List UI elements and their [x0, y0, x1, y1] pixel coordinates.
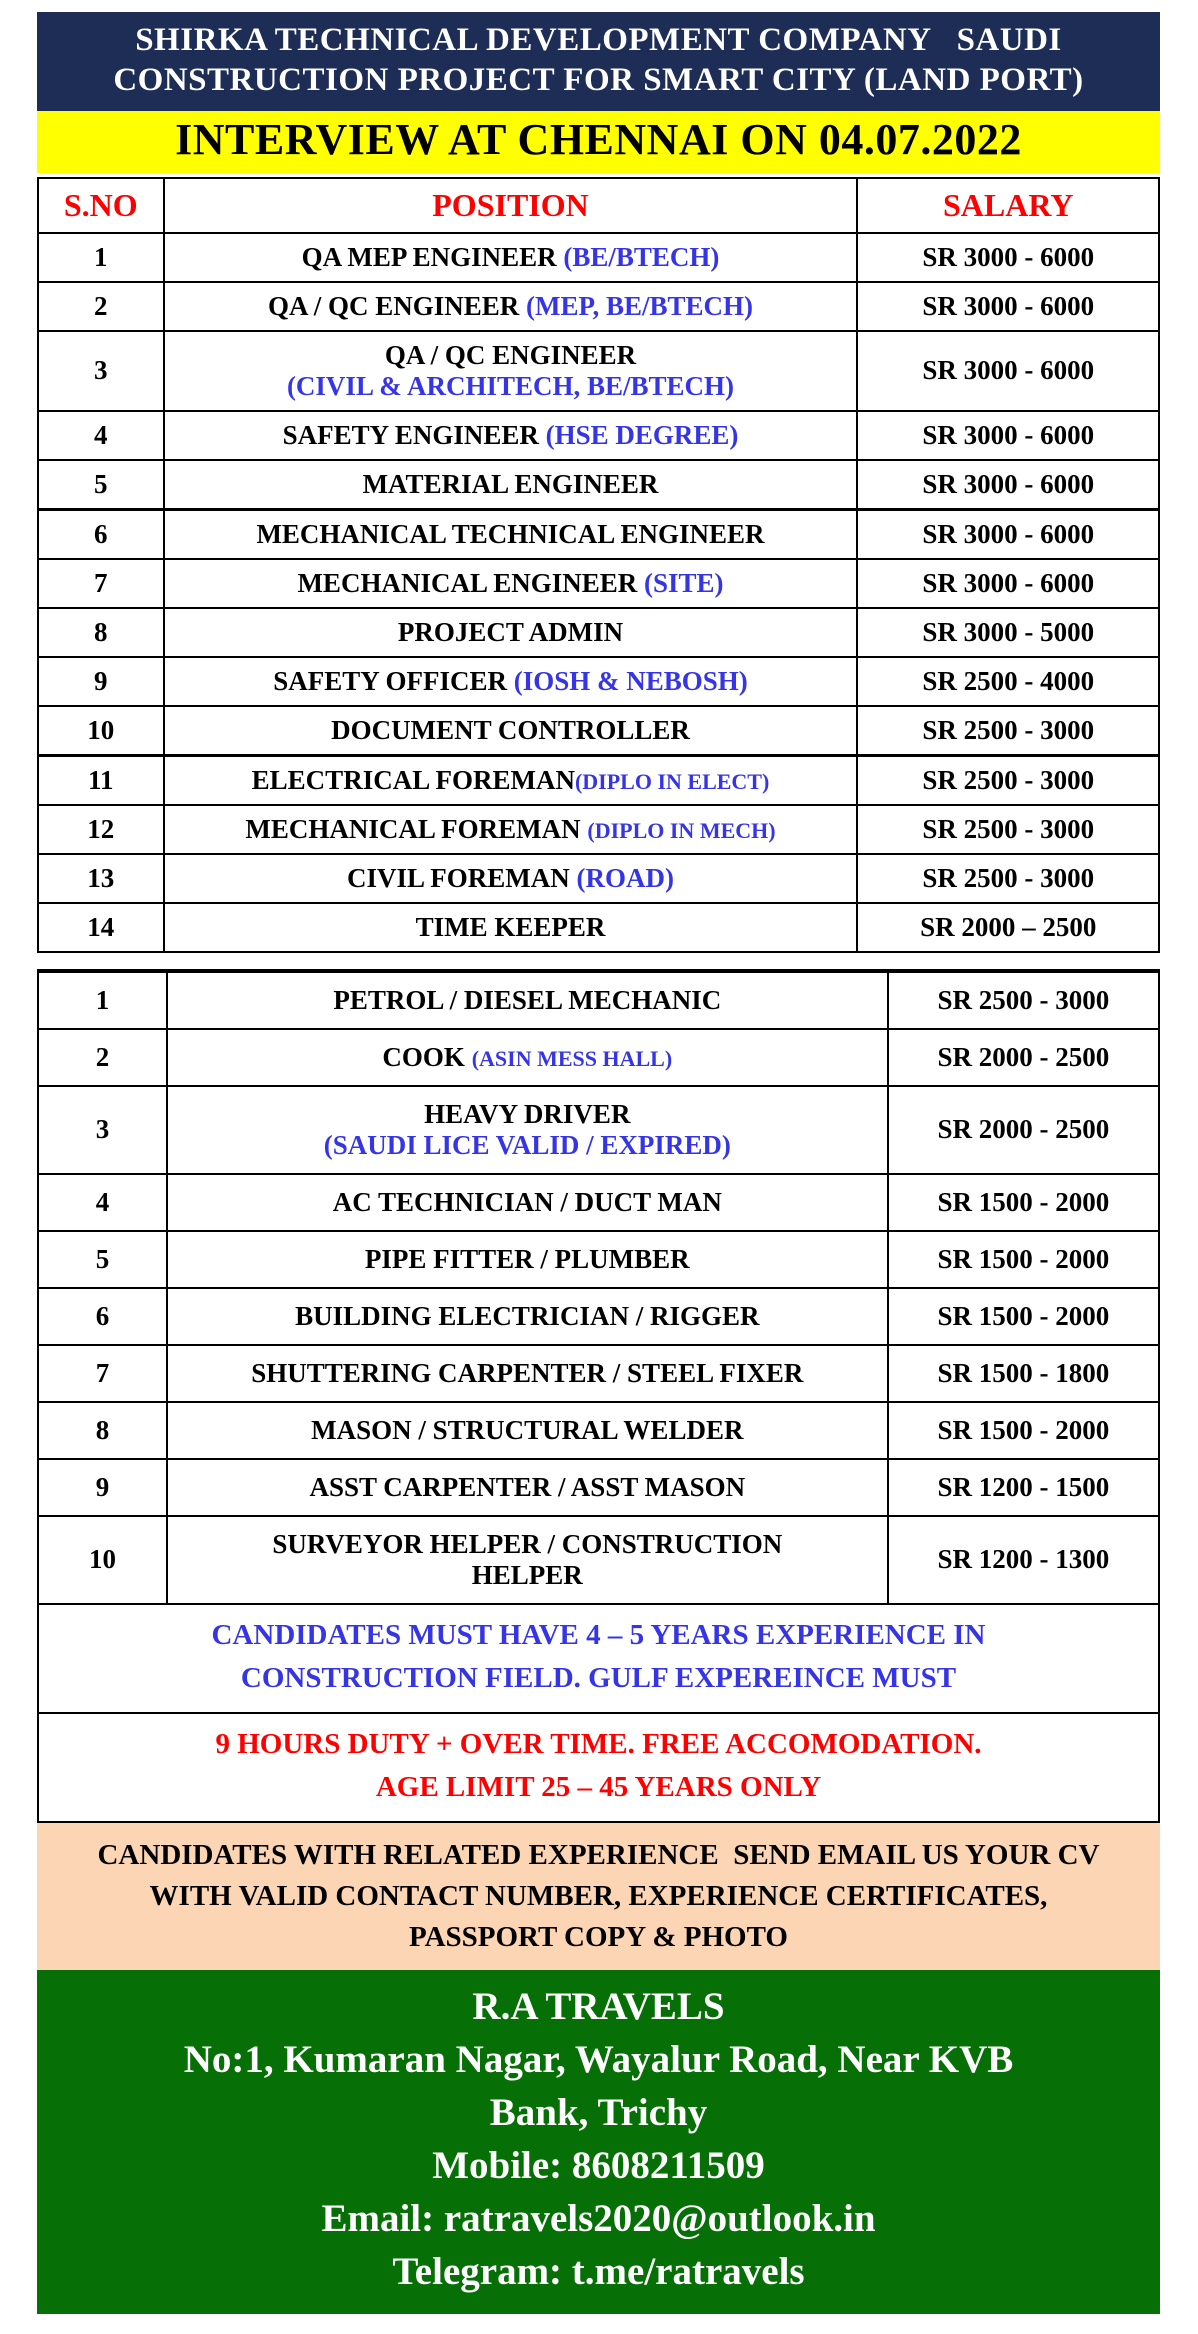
position-qualification: (IOSH & NEBOSH): [513, 665, 748, 696]
footer-line: No:1, Kumaran Nagar, Wayalur Road, Near KVB: [183, 2038, 1014, 2082]
table-row: [38, 1402, 1159, 1459]
position-title: ASST CARPENTER / ASST MASON: [309, 1471, 746, 1502]
position-qualification: (ROAD): [576, 862, 674, 893]
row-sno: 10: [38, 1516, 167, 1604]
position-title: BUILDING ELECTRICIAN / RIGGER: [295, 1300, 760, 1331]
apply-line: PASSPORT COPY & PHOTO: [409, 1920, 788, 1953]
row-sno: 12: [38, 805, 164, 854]
footer-line: Telegram: t.me/ratravels: [392, 2250, 805, 2294]
position-title: PIPE FITTER / PLUMBER: [364, 1243, 690, 1274]
row-sno: 7: [38, 559, 164, 608]
position-title: SAFETY ENGINEER: [282, 419, 546, 450]
row-position: [164, 233, 858, 282]
position-title: HELPER: [471, 1559, 583, 1590]
position-title: ELECTRICAL FOREMAN: [251, 764, 575, 795]
table-row: [38, 509, 1159, 559]
row-sno: 11: [38, 755, 164, 805]
row-salary: SR 3000 - 5000: [857, 608, 1159, 657]
row-position: [167, 1288, 888, 1345]
row-position: [164, 460, 858, 510]
col-header-salary: SALARY: [857, 178, 1159, 233]
position-title: TIME KEEPER: [415, 911, 606, 942]
col-header-sno: S.NO: [38, 178, 164, 233]
position-title: PETROL / DIESEL MECHANIC: [333, 984, 722, 1015]
table-row: [38, 608, 1159, 657]
row-salary: SR 1500 - 1800: [888, 1345, 1159, 1402]
table-row: [38, 971, 1159, 1029]
table-row: [38, 411, 1159, 460]
row-salary: SR 3000 - 6000: [857, 233, 1159, 282]
row-salary: SR 1500 - 2000: [888, 1174, 1159, 1231]
row-sno: 3: [38, 331, 164, 411]
footer-line: R.A TRAVELS: [472, 1985, 725, 2029]
position-title: SURVEYOR HELPER / CONSTRUCTION: [272, 1528, 783, 1559]
row-sno: 14: [38, 903, 164, 952]
row-sno: 5: [38, 460, 164, 510]
row-position: [164, 706, 858, 756]
position-qualification: (MEP, BE/BTECH): [525, 290, 754, 321]
row-position: [164, 559, 858, 608]
row-salary: SR 2500 - 4000: [857, 657, 1159, 706]
row-sno: 5: [38, 1231, 167, 1288]
table-row: [38, 1459, 1159, 1516]
row-salary: SR 1200 - 1300: [888, 1516, 1159, 1604]
row-position: [167, 971, 888, 1029]
row-sno: 7: [38, 1345, 167, 1402]
row-sno: 13: [38, 854, 164, 903]
position-title: MECHANICAL TECHNICAL ENGINEER: [256, 518, 765, 549]
worker-positions-table: [37, 969, 1160, 1605]
position-title: SHUTTERING CARPENTER / STEEL FIXER: [251, 1357, 804, 1388]
table-row: [38, 805, 1159, 854]
row-sno: 1: [38, 971, 167, 1029]
position-title: MASON / STRUCTURAL WELDER: [311, 1414, 744, 1445]
table-row: [38, 331, 1159, 411]
position-qualification: (BE/BTECH): [563, 241, 720, 272]
row-sno: 9: [38, 657, 164, 706]
position-qualification: (DIPLO IN ELECT): [574, 768, 770, 794]
row-sno: 6: [38, 509, 164, 559]
row-position: [164, 854, 858, 903]
position-title: COOK: [382, 1041, 472, 1072]
row-salary: SR 1500 - 2000: [888, 1402, 1159, 1459]
position-title: DOCUMENT CONTROLLER: [331, 714, 690, 745]
position-title: QA / QC ENGINEER: [384, 339, 637, 370]
position-title: AC TECHNICIAN / DUCT MAN: [332, 1186, 722, 1217]
row-position: [164, 903, 858, 952]
table-row: [38, 1029, 1159, 1086]
row-position: [167, 1086, 888, 1174]
position-title: QA / QC ENGINEER: [267, 290, 526, 321]
note-line: CANDIDATES MUST HAVE 4 – 5 YEARS EXPERIENCE IN: [211, 1618, 986, 1651]
row-sno: 4: [38, 411, 164, 460]
row-position: [167, 1345, 888, 1402]
position-qualification: (SITE): [644, 567, 724, 598]
row-salary: SR 3000 - 6000: [857, 559, 1159, 608]
table-header-row: [38, 178, 1159, 233]
row-salary: SR 3000 - 6000: [857, 282, 1159, 331]
row-sno: 6: [38, 1288, 167, 1345]
row-position: [164, 411, 858, 460]
row-sno: 9: [38, 1459, 167, 1516]
row-position: [164, 657, 858, 706]
row-position: [167, 1516, 888, 1604]
experience-note: [37, 1605, 1160, 1714]
row-salary: SR 1200 - 1500: [888, 1459, 1159, 1516]
row-salary: SR 2000 - 2500: [888, 1086, 1159, 1174]
table-row: [38, 657, 1159, 706]
row-salary: SR 2000 – 2500: [857, 903, 1159, 952]
position-qualification: (SAUDI LICE VALID / EXPIRED): [323, 1129, 731, 1160]
row-salary: SR 2000 - 2500: [888, 1029, 1159, 1086]
position-title: CIVIL FOREMAN: [346, 862, 577, 893]
row-sno: 8: [38, 608, 164, 657]
row-salary: SR 1500 - 2000: [888, 1288, 1159, 1345]
apply-instructions: [37, 1823, 1160, 1971]
position-title: MECHANICAL ENGINEER: [297, 567, 644, 598]
table-row: [38, 1288, 1159, 1345]
table-row: [38, 282, 1159, 331]
note-line: 9 HOURS DUTY + OVER TIME. FREE ACCOMODATION.: [215, 1727, 982, 1760]
row-position: [164, 608, 858, 657]
table-row: [38, 1174, 1159, 1231]
row-sno: 10: [38, 706, 164, 756]
row-sno: 3: [38, 1086, 167, 1174]
company-name: SHIRKA TECHNICAL DEVELOPMENT COMPANY SAUDI: [135, 22, 1062, 58]
note-line: AGE LIMIT 25 – 45 YEARS ONLY: [375, 1771, 822, 1803]
position-title: HEAVY DRIVER: [424, 1098, 631, 1129]
position-title: MECHANICAL FOREMAN: [245, 813, 588, 844]
row-salary: SR 3000 - 6000: [857, 411, 1159, 460]
table-row: [38, 1231, 1159, 1288]
row-position: [164, 331, 858, 411]
row-sno: 1: [38, 233, 164, 282]
table-row: [38, 903, 1159, 952]
position-title: QA MEP ENGINEER: [301, 241, 564, 272]
position-qualification: (CIVIL & ARCHITECH, BE/BTECH): [286, 370, 735, 401]
apply-line: CANDIDATES WITH RELATED EXPERIENCE SEND EMAIL US YOUR CV: [97, 1838, 1100, 1871]
agency-footer: [37, 1970, 1160, 2314]
row-position: [164, 755, 858, 805]
position-qualification: (ASIN MESS HALL): [471, 1045, 673, 1071]
table-row: [38, 1086, 1159, 1174]
table-row: [38, 1516, 1159, 1604]
table-row: [38, 854, 1159, 903]
row-position: [167, 1231, 888, 1288]
row-salary: SR 3000 - 6000: [857, 331, 1159, 411]
position-qualification: (DIPLO IN MECH): [587, 817, 776, 843]
position-title: SAFETY OFFICER: [273, 665, 514, 696]
table-row: [38, 706, 1159, 756]
row-salary: SR 1500 - 2000: [888, 1231, 1159, 1288]
row-position: [167, 1174, 888, 1231]
footer-line: Mobile: 8608211509: [432, 2144, 765, 2188]
row-sno: 8: [38, 1402, 167, 1459]
table-row: [38, 1345, 1159, 1402]
staff-positions-table: [37, 177, 1160, 953]
row-position: [164, 509, 858, 559]
duty-note: [37, 1714, 1160, 1823]
row-position: [164, 282, 858, 331]
row-salary: SR 3000 - 6000: [857, 509, 1159, 559]
footer-line: Email: ratravels2020@outlook.in: [321, 2197, 876, 2241]
project-name: CONSTRUCTION PROJECT FOR SMART CITY (LAND PORT): [113, 62, 1084, 99]
interview-banner: INTERVIEW AT CHENNAI ON 04.07.2022: [37, 111, 1160, 173]
row-sno: 4: [38, 1174, 167, 1231]
company-header: [37, 12, 1160, 111]
row-salary: SR 2500 - 3000: [857, 706, 1159, 756]
row-salary: SR 2500 - 3000: [857, 755, 1159, 805]
row-position: [167, 1402, 888, 1459]
table-row: [38, 233, 1159, 282]
position-title: MATERIAL ENGINEER: [362, 468, 659, 499]
row-salary: SR 2500 - 3000: [857, 854, 1159, 903]
row-sno: 2: [38, 1029, 167, 1086]
note-line: CONSTRUCTION FIELD. GULF EXPEREINCE MUST: [240, 1662, 957, 1694]
row-salary: SR 3000 - 6000: [857, 460, 1159, 510]
row-salary: SR 2500 - 3000: [888, 971, 1159, 1029]
row-position: [167, 1029, 888, 1086]
table-row: [38, 755, 1159, 805]
col-header-position: POSITION: [164, 178, 858, 233]
row-salary: SR 2500 - 3000: [857, 805, 1159, 854]
table-row: [38, 559, 1159, 608]
table-row: [38, 460, 1159, 510]
row-sno: 2: [38, 282, 164, 331]
row-position: [167, 1459, 888, 1516]
footer-line: Bank, Trichy: [489, 2091, 708, 2135]
position-title: PROJECT ADMIN: [397, 616, 624, 647]
row-position: [164, 805, 858, 854]
position-qualification: (HSE DEGREE): [545, 419, 739, 450]
apply-line: WITH VALID CONTACT NUMBER, EXPERIENCE CERTIFICATES,: [149, 1879, 1048, 1912]
